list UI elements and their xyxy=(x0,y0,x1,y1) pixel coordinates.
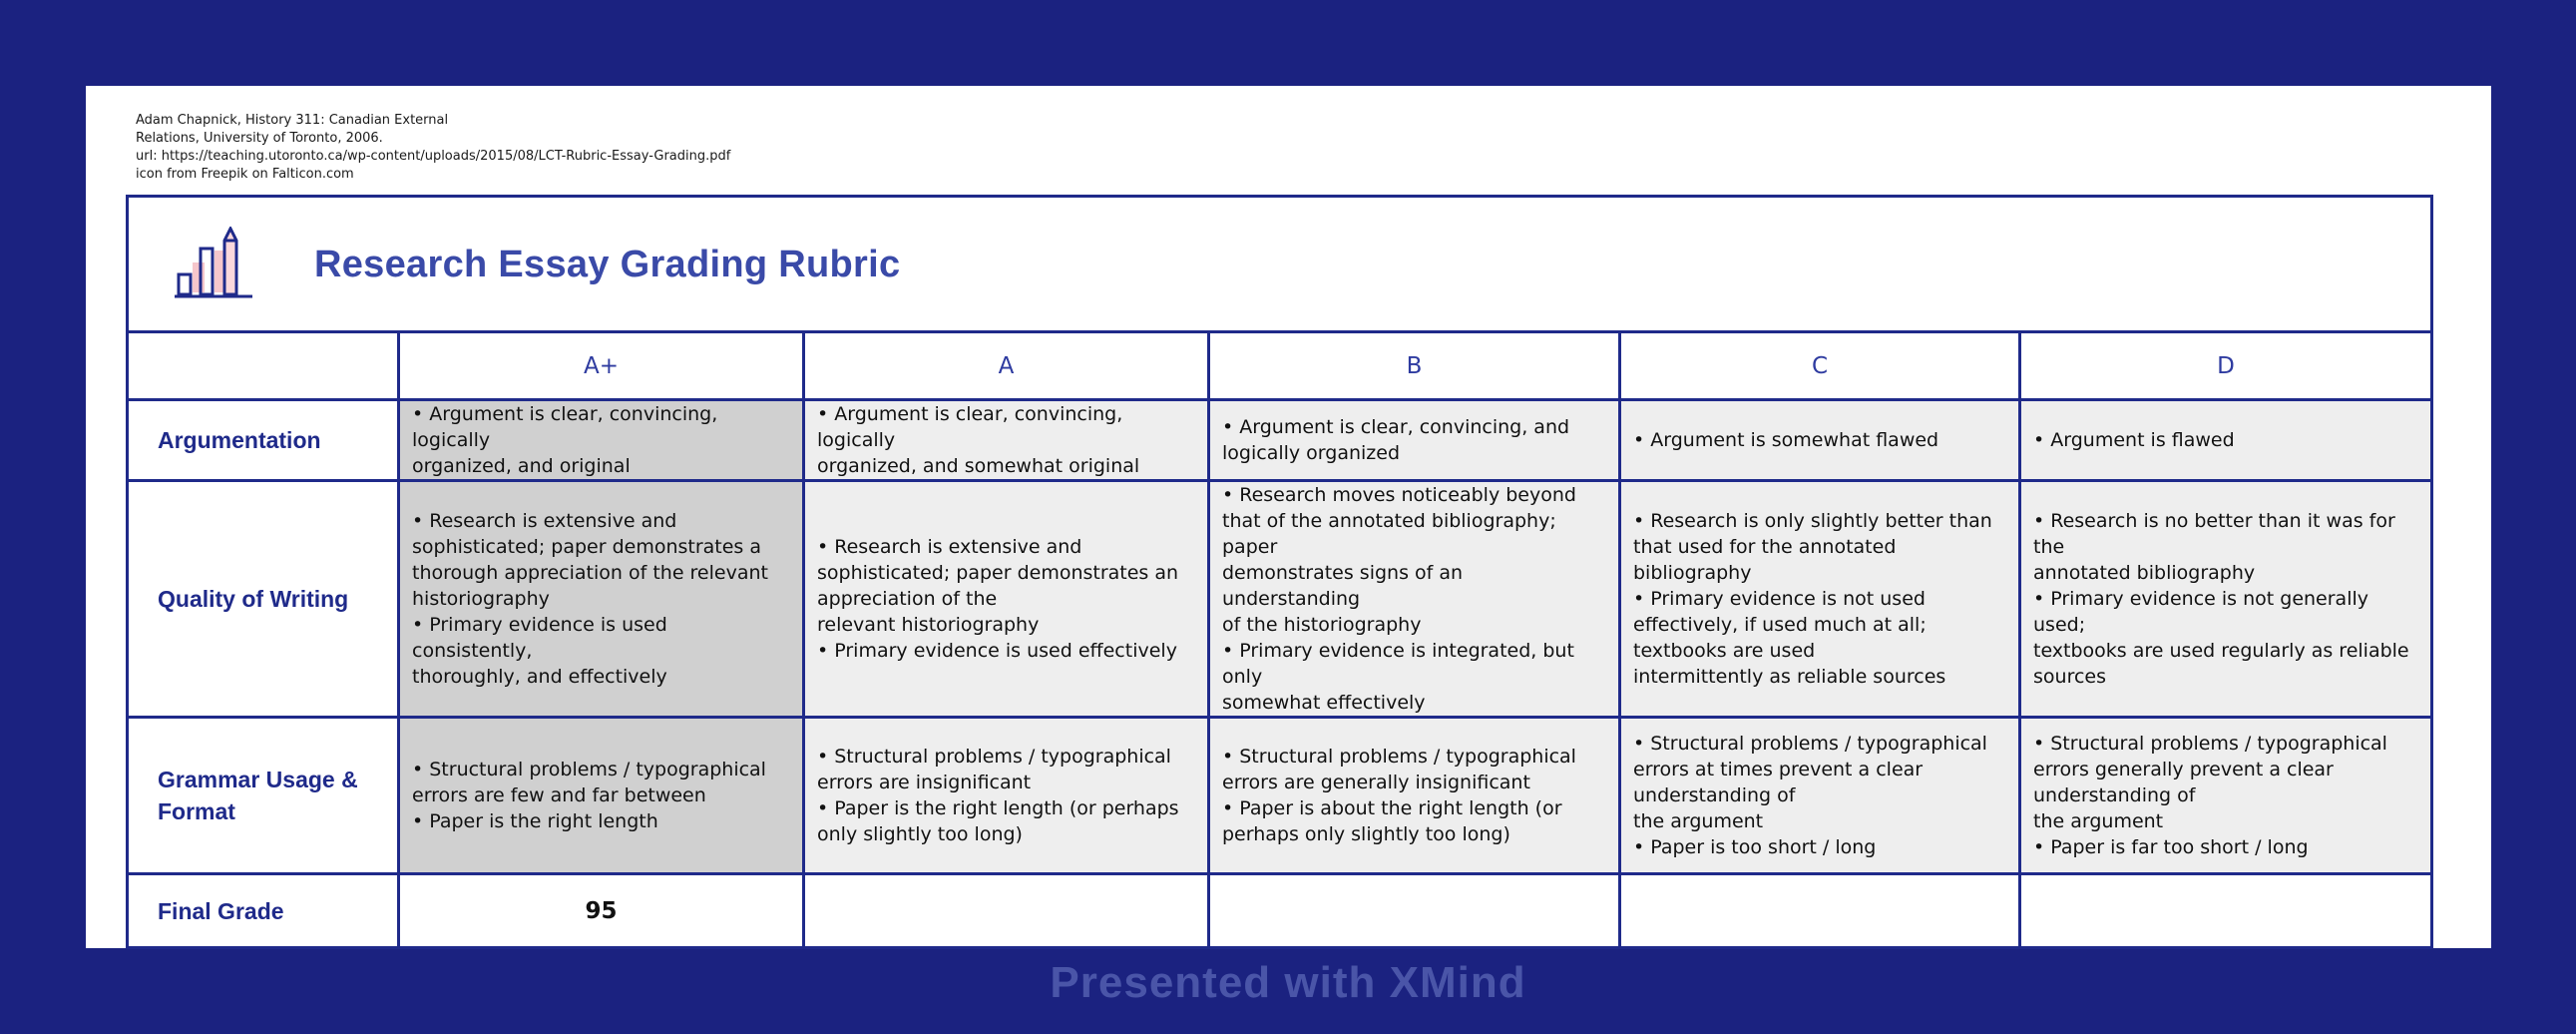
rubric-cell[interactable] xyxy=(2020,481,2432,718)
cell-text: • Argument is clear, convincing, logically xyxy=(412,403,718,451)
cell-text: understanding of xyxy=(1633,784,1796,806)
rubric-cell-selected[interactable] xyxy=(399,481,804,718)
cell-text: historiography xyxy=(412,588,550,610)
cell-text: • Primary evidence is used effectively xyxy=(817,640,1177,662)
cell-text: • Structural problems / typographical xyxy=(1633,733,1987,755)
cell-text: • Argument is somewhat flawed xyxy=(1633,429,1939,451)
criterion-row xyxy=(128,400,2432,481)
final-grade-empty[interactable] xyxy=(2020,874,2432,948)
cell-text: logically organized xyxy=(1222,442,1401,464)
cell-text: of the historiography xyxy=(1222,614,1422,636)
cell-text: that of the annotated bibliography; paper xyxy=(1222,510,1556,558)
criterion-label: Grammar Usage & Format xyxy=(128,718,399,874)
rubric-cell[interactable] xyxy=(1209,400,1620,481)
cell-text: the argument xyxy=(1633,810,1764,832)
cell-text: • Paper is too short / long xyxy=(1633,836,1877,858)
rubric-cell[interactable] xyxy=(2020,718,2432,874)
cell-text: perhaps only slightly too long) xyxy=(1222,823,1510,845)
cell-text: effectively, if used much at all; xyxy=(1633,614,1927,636)
cell-text: • Research is extensive and xyxy=(412,510,677,532)
cell-text: only slightly too long) xyxy=(817,823,1023,845)
final-grade-label: Final Grade xyxy=(128,874,399,948)
final-grade-empty[interactable] xyxy=(1620,874,2020,948)
cell-text: • Research is no better than it was for the xyxy=(2033,510,2395,558)
cell-text: errors are few and far between xyxy=(412,784,706,806)
rubric-cell[interactable] xyxy=(1620,718,2020,874)
grade-header: A xyxy=(804,332,1209,400)
cell-text: • Research is only slightly better than xyxy=(1633,510,1992,532)
corner-cell xyxy=(128,332,399,400)
cell-text: thorough appreciation of the relevant xyxy=(412,562,768,584)
rubric-cell[interactable] xyxy=(2020,400,2432,481)
cell-text: • Structural problems / typographical xyxy=(2033,733,2387,755)
presented-with-footer: Presented with XMind xyxy=(1050,958,1526,1007)
cell-text: • Paper is the right length (or perhaps xyxy=(817,797,1179,819)
cell-text: the argument xyxy=(2033,810,2164,832)
rubric-cell[interactable] xyxy=(1209,481,1620,718)
cell-text: errors are insignificant xyxy=(817,772,1032,793)
cell-text: demonstrates signs of an understanding xyxy=(1222,562,1464,610)
criterion-row xyxy=(128,718,2432,874)
final-grade-empty[interactable] xyxy=(1209,874,1620,948)
page-title: Research Essay Grading Rubric xyxy=(314,243,901,285)
cell-text: • Argument is flawed xyxy=(2033,429,2235,451)
cell-text: errors at times prevent a clear xyxy=(1633,759,1924,780)
cell-text: • Primary evidence is not generally used; xyxy=(2033,588,2368,636)
cell-text: • Structural problems / typographical xyxy=(817,746,1171,768)
cell-text: • Primary evidence is used consistently, xyxy=(412,614,667,662)
rubric-cell-selected[interactable] xyxy=(399,718,804,874)
cell-text: organized, and original xyxy=(412,455,631,477)
rubric-cell[interactable] xyxy=(1209,718,1620,874)
criterion-row xyxy=(128,481,2432,718)
cell-text: • Research moves noticeably beyond xyxy=(1222,484,1576,506)
cell-text: sophisticated; paper demonstrates an xyxy=(817,562,1179,584)
final-grade-row xyxy=(128,874,2432,948)
rubric-page xyxy=(86,86,2491,948)
rubric-table xyxy=(126,195,2433,949)
grade-header: B xyxy=(1209,332,1620,400)
criterion-label: Quality of Writing xyxy=(128,481,399,718)
rubric-cell[interactable] xyxy=(804,481,1209,718)
cell-text: • Argument is clear, convincing, and xyxy=(1222,416,1570,438)
credits-line: Relations, University of Toronto, 2006. xyxy=(136,131,383,146)
rubric-cell[interactable] xyxy=(1620,481,2020,718)
cell-text: • Argument is clear, convincing, logically xyxy=(817,403,1123,451)
title-cell xyxy=(128,197,2432,332)
cell-text: • Structural problems / typographical xyxy=(1222,746,1576,768)
cell-text: • Paper is the right length xyxy=(412,810,658,832)
final-grade-empty[interactable] xyxy=(804,874,1209,948)
rubric-cell[interactable] xyxy=(1620,400,2020,481)
criterion-label: Argumentation xyxy=(128,400,399,481)
cell-text: appreciation of the xyxy=(817,588,998,610)
cell-text: that used for the annotated bibliography xyxy=(1633,536,1897,584)
cell-text: annotated bibliography xyxy=(2033,562,2256,584)
cell-text: • Primary evidence is integrated, but only xyxy=(1222,640,1574,688)
cell-text: • Paper is about the right length (or xyxy=(1222,797,1562,819)
cell-text: • Primary evidence is not used xyxy=(1633,588,1926,610)
rubric-cell-selected[interactable] xyxy=(399,400,804,481)
cell-text: errors generally prevent a clear xyxy=(2033,759,2334,780)
cell-text: intermittently as reliable sources xyxy=(1633,666,1946,688)
cell-text: errors are generally insignificant xyxy=(1222,772,1530,793)
cell-text: thoroughly, and effectively xyxy=(412,666,667,688)
rubric-cell[interactable] xyxy=(804,718,1209,874)
cell-text: relevant historiography xyxy=(817,614,1040,636)
cell-text: textbooks are used regularly as reliable xyxy=(2033,640,2409,662)
grade-header: D xyxy=(2020,332,2432,400)
cell-text: • Paper is far too short / long xyxy=(2033,836,2309,858)
credits xyxy=(136,112,730,184)
cell-text: somewhat effectively xyxy=(1222,692,1426,714)
cell-text: • Research is extensive and xyxy=(817,536,1082,558)
cell-text: sophisticated; paper demonstrates a xyxy=(412,536,762,558)
grade-header: C xyxy=(1620,332,2020,400)
final-grade-value[interactable]: 95 xyxy=(399,874,804,948)
cell-text: sources xyxy=(2033,666,2106,688)
cell-text: organized, and somewhat original xyxy=(817,455,1140,477)
rubric-cell[interactable] xyxy=(804,400,1209,481)
bar-chart-pencil-icon xyxy=(175,227,252,302)
cell-text: understanding of xyxy=(2033,784,2196,806)
credits-url[interactable]: url: https://teaching.utoronto.ca/wp-content/uploads/2015/08/LCT-Rubric-Essay-Grading.pdf xyxy=(136,149,731,164)
cell-text: • Structural problems / typographical xyxy=(412,759,766,780)
cell-text: textbooks are used xyxy=(1633,640,1816,662)
credits-line: Adam Chapnick, History 311: Canadian External xyxy=(136,113,449,128)
grade-header: A+ xyxy=(399,332,804,400)
credits-line: icon from Freepik on Falticon.com xyxy=(136,167,354,182)
